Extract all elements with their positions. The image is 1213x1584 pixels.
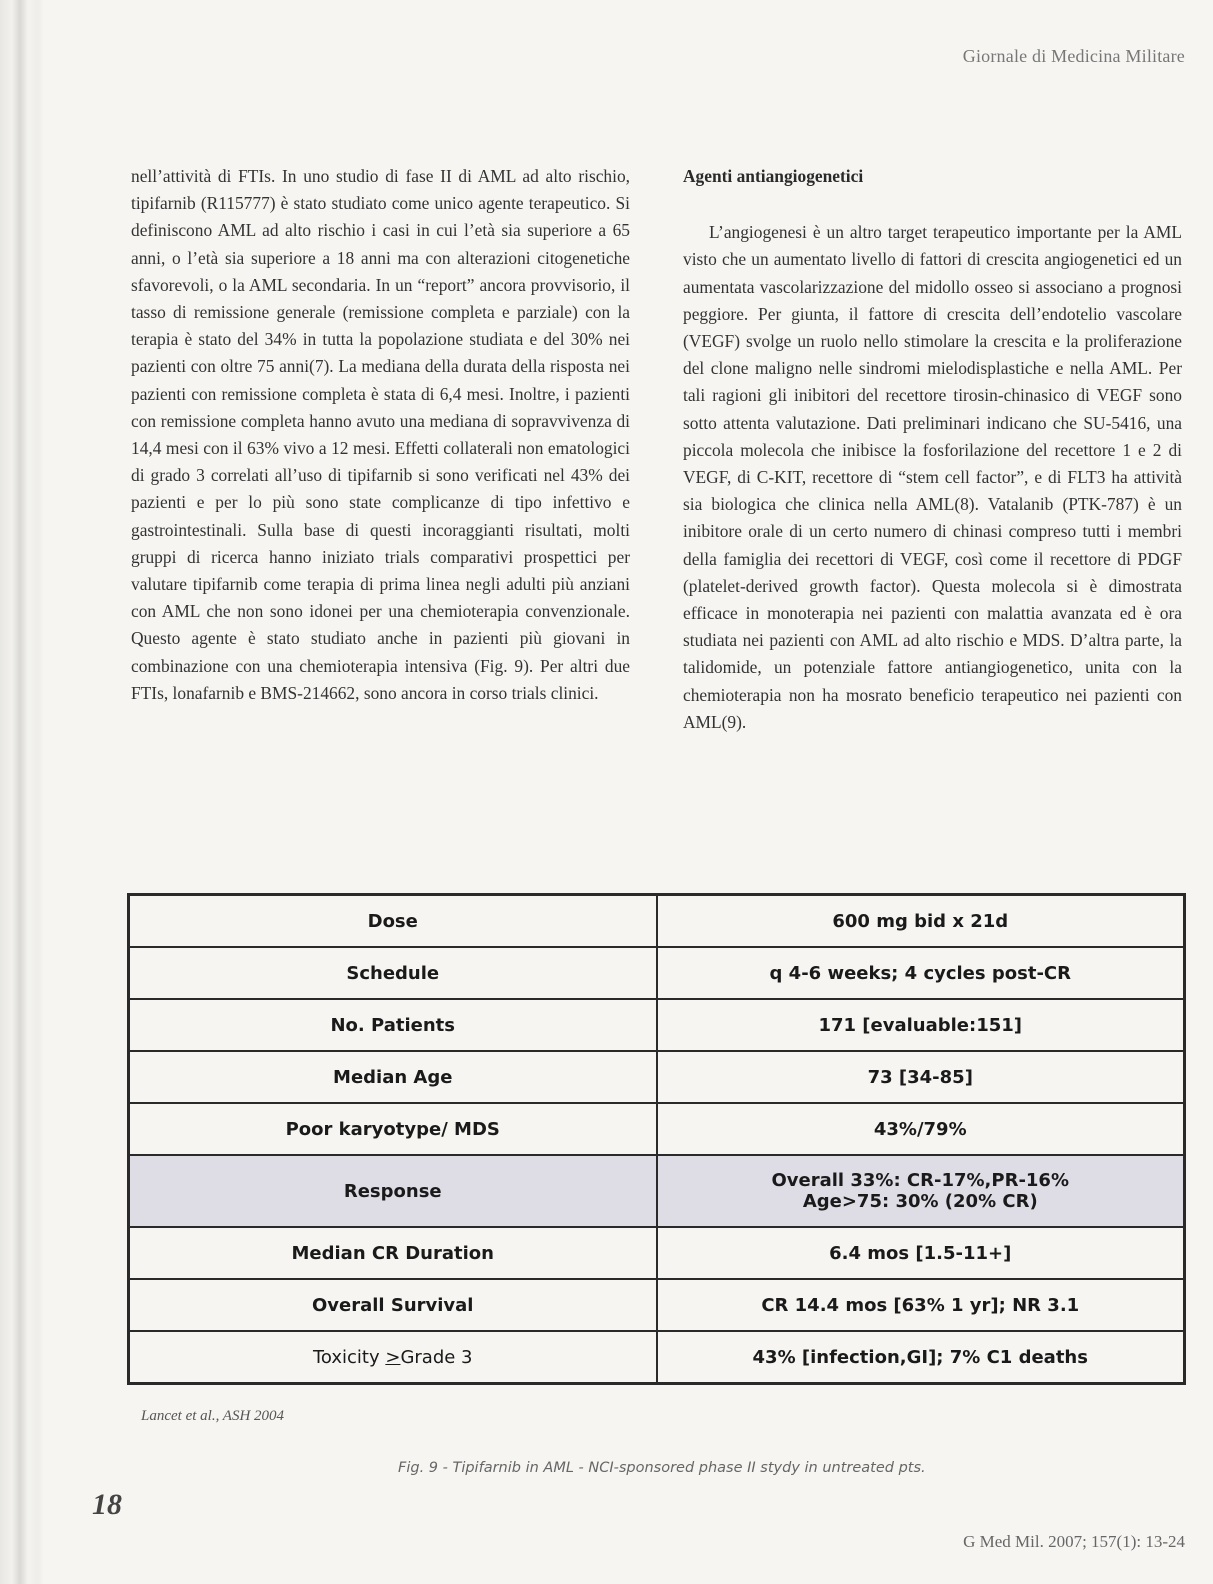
figure-caption: Fig. 9 - Tipifarnib in AML - NCI-sponsored phase II stydy in untreated pts. [398, 1460, 926, 1476]
page-binding-edge [0, 0, 44, 1584]
table-row-label [129, 1331, 657, 1384]
left-column-text: nell’attività di FTIs. In uno studio di fase II di AML ad alto rischio, tipifarnib (R115777) è stato studiato come unico agente terapeutico. Si definiscono AML ad alto rischio i casi in cui l’età sia superiore a 65 anni, o l’età sia superiore a 18 anni ma con alterazioni citogenetiche sfavorevoli, o la AML secondaria. In un “report” ancora provvisorio, il tasso di remissione generale (remissione completa e parziale) con la terapia è stato del 34% in tutta la popolazione studiata e del 30% nei pazienti con oltre 75 anni(7). La mediana della durata della risposta nei pazienti con remissione completa è stata di 6,4 mesi. Inoltre, i pazienti con remissione completa hanno avuto una mediana di sopravvivenza di 14,4 mesi con il 63% vivo a 12 mesi. Effetti collaterali non ematologici di grado 3 correlati all’uso di tipifarnib si sono verificati nel 43% dei pazienti e per lo più sono state complicanze di tipo infettivo e gastrointestinali. Sulla base di questi incoraggianti risultati, molti gruppi di ricerca hanno iniziato trials comparativi prospettici per valutare tipifarnib come terapia di prima linea negli adulti più anziani con AML che non sono idonei per una chemioterapia convenzionale. Questo agente è stato studiato anche in pazienti più giovani in combinazione con una chemioterapia intensiva (Fig. 9). Per altri due FTIs, lonafarnib e BMS-214662, sono ancora in corso trials clinici. [131, 166, 630, 703]
right-column [683, 163, 1182, 736]
response-line-2: Age>75: 30% (20% CR) [802, 1191, 1038, 1212]
table-row-value: 73 [34-85] [657, 1051, 1185, 1103]
table-row [129, 999, 1185, 1051]
table-row-label: Schedule [129, 947, 657, 999]
table-row [129, 947, 1185, 999]
table-source: Lancet et al., ASH 2004 [141, 1408, 285, 1424]
running-head: Giornale di Medicina Militare [962, 46, 1185, 66]
figure-table [127, 893, 1186, 1385]
table-row-label: Overall Survival [129, 1279, 657, 1331]
table-row-value: q 4-6 weeks; 4 cycles post-CR [657, 947, 1185, 999]
footer-citation: G Med Mil. 2007; 157(1): 13-24 [963, 1532, 1185, 1551]
table-row-value: 171 [evaluable:151] [657, 999, 1185, 1051]
table-row-label: No. Patients [129, 999, 657, 1051]
table-row-label: Poor karyotype/ MDS [129, 1103, 657, 1155]
table-row-value: 43% [infection,GI]; 7% C1 deaths [657, 1331, 1185, 1384]
greater-equal-symbol: > [385, 1346, 401, 1368]
right-column-text: L’angiogenesi è un altro target terapeutico importante per la AML visto che un aumentato livello di fattori di crescita angiogenetici ed un aumentata vascolarizzazione del midollo osseo si associano a prognosi peggiore. Per giunta, il fattore di crescita dell’endotelio vascolare (VEGF) svolge un ruolo nello stimolare la crescita e la proliferazione del clone maligno nelle sindromi mielodisplastiche e nella AML. Per tali ragioni gli inibitori del recettore tirosin-chinasico di VEGF sono sotto attenta valutazione. Dati preliminari indicano che SU-5416, una piccola molecola che inibisce la fosforilazione del recettore 1 e 2 di VEGF, di C-KIT, recettore di “stem cell factor”, e di FLT3 ha attività sia biologica che clinica nella AML(8). Vatalanib (PTK-787) è un inibitore orale di un certo numero di chinasi compreso tutti i membri della famiglia dei recettori di VEGF, così come il recettore di PDGF (platelet-derived growth factor). Questa molecola si è dimostrata efficace in monoterapia nei pazienti con malattia avanzata ed è ora studiata nei pazienti con AML ad alto rischio e MDS. D’altra parte, la talidomide, un potenziale fattore antiangiogenetico, unita con la chemioterapia non ha mosrato beneficio terapeutico nei pazienti con AML(9). [683, 222, 1182, 732]
table-row-value: 600 mg bid x 21d [657, 895, 1185, 948]
left-column [131, 163, 630, 707]
table-row [129, 1331, 1185, 1384]
table-row-value: 43%/79% [657, 1103, 1185, 1155]
table-row [129, 1227, 1185, 1279]
table-row [129, 1103, 1185, 1155]
table-row-label: Median Age [129, 1051, 657, 1103]
section-heading: Agenti antiangiogenetici [683, 166, 864, 186]
toxicity-label-suffix: Grade 3 [400, 1346, 473, 1368]
table-row [129, 895, 1185, 948]
table-row-value [657, 1155, 1185, 1227]
table-row-value: CR 14.4 mos [63% 1 yr]; NR 3.1 [657, 1279, 1185, 1331]
toxicity-label-prefix: Toxicity [312, 1346, 386, 1368]
table-row-response [129, 1155, 1185, 1227]
page-number: 18 [92, 1488, 122, 1521]
response-line-1: Overall 33%: CR-17%,PR-16% [771, 1170, 1069, 1191]
table-row-label: Response [129, 1155, 657, 1227]
table-row [129, 1279, 1185, 1331]
table-row [129, 1051, 1185, 1103]
table-row-value: 6.4 mos [1.5-11+] [657, 1227, 1185, 1279]
table-row-label: Median CR Duration [129, 1227, 657, 1279]
table-row-label: Dose [129, 895, 657, 948]
